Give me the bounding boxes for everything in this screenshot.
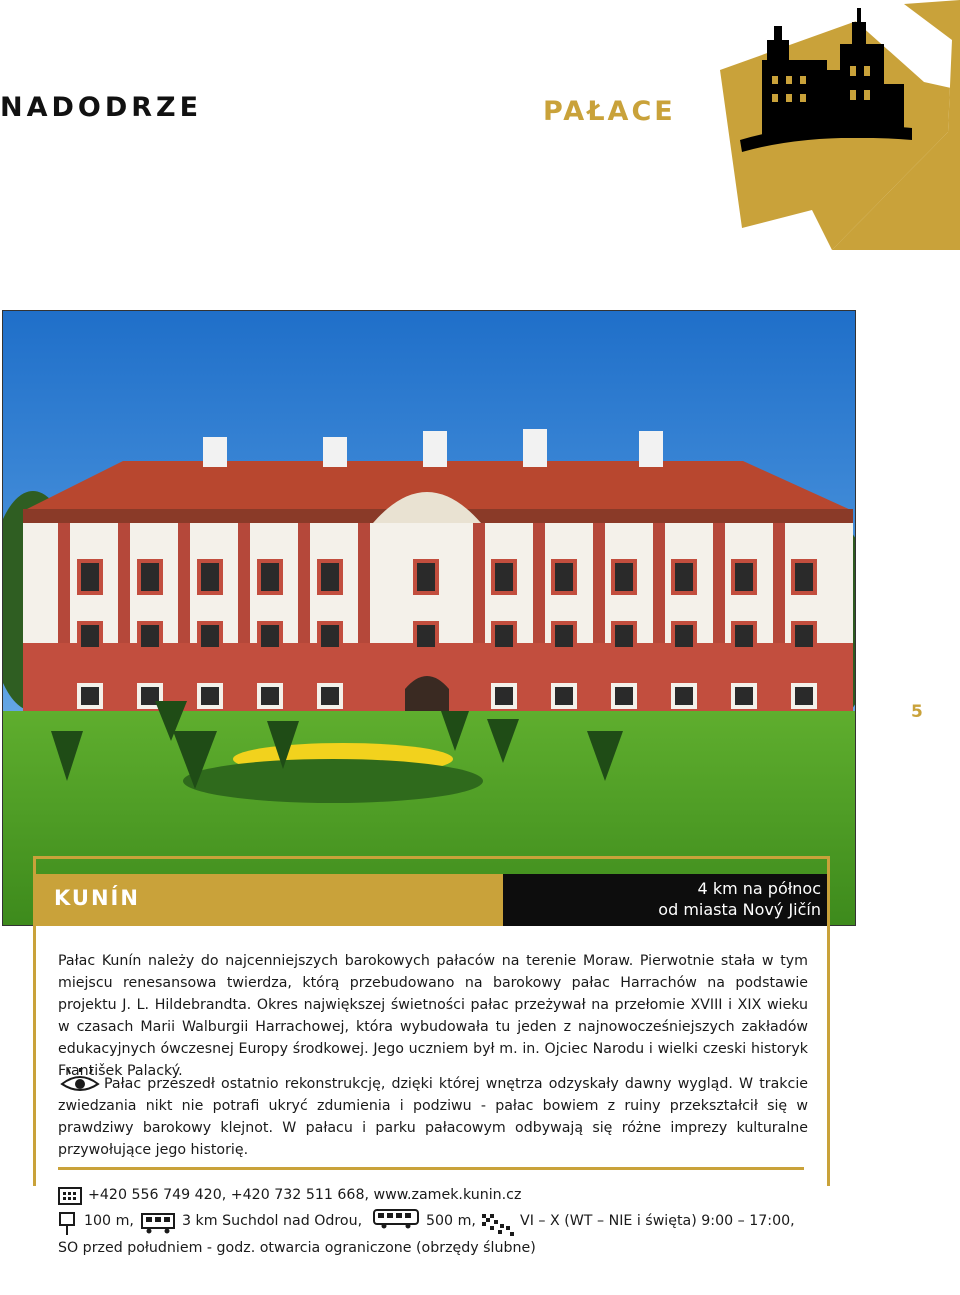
place-title: KUNÍN [54, 886, 140, 910]
bus-distance: 500 m, [426, 1213, 476, 1229]
divider-rule [58, 1167, 804, 1170]
bus-stop-icon [58, 1212, 76, 1236]
page-number: 5 [911, 702, 923, 722]
train-icon [140, 1210, 176, 1234]
clock-icon [480, 1212, 516, 1236]
opening-hours-note: SO przed południem - godz. otwarcia ograniczone (obrzędy ślubne) [58, 1240, 536, 1256]
distance-line-2: od miasta Nový Jičín [658, 900, 821, 919]
distance-line-1: 4 km na północ [697, 879, 821, 898]
bus-stop-distance: 100 m, [84, 1213, 134, 1229]
opening-hours: VI – X (WT – NIE i święta) 9:00 – 17:00, [520, 1213, 795, 1229]
region-title: NADODRZE [0, 92, 203, 123]
contact-line: +420 556 749 420, +420 732 511 668, www.zamek.kunin.cz [88, 1187, 522, 1203]
bus-icon [372, 1208, 420, 1230]
palace-photo [2, 310, 856, 926]
train-station: 3 km Suchdol nad Odrou, [182, 1213, 363, 1229]
description-paragraph: Pałac Kunín należy do najcenniejszych barokowych pałaców na terenie Moraw. Pierwotnie stała w tym miejscu renesansowa twierdza, którą przebudowano na barokowy pałac Harrachów na podstawie projektu J. L. Hildebrandta. Okres największej świetności pałac przeżywał na przełomie XVIII i XIX wieku w czasach Marii Walburgii Harrachowej, która wybudowała tu jeden z najnowocześniejszych zakładów edukacyjnych ówczesnej Europy środkowej. Jego uczniem był m. in. Ojciec Narodu i wielki czeski historyk František Palacký. [58, 953, 808, 1079]
renovation-paragraph: Pałac przeszedł ostatnio rekonstrukcję, dzięki której wnętrza odzyskały dawny wygląd. W trakcie zwiedzania nikt nie potrafi ukryć zdumienia i podziwu - pałac bowiem z ruiny przekształcił się w prawdziwy barokowy klejnot. W pałacu i parku pałacowym odbywają się różne imprezy kulturalne przywołujące jego historię. [58, 1076, 808, 1158]
phone-icon [58, 1186, 82, 1206]
category-title: PAŁACE [543, 96, 676, 127]
castle-logo-icon [712, 0, 960, 250]
